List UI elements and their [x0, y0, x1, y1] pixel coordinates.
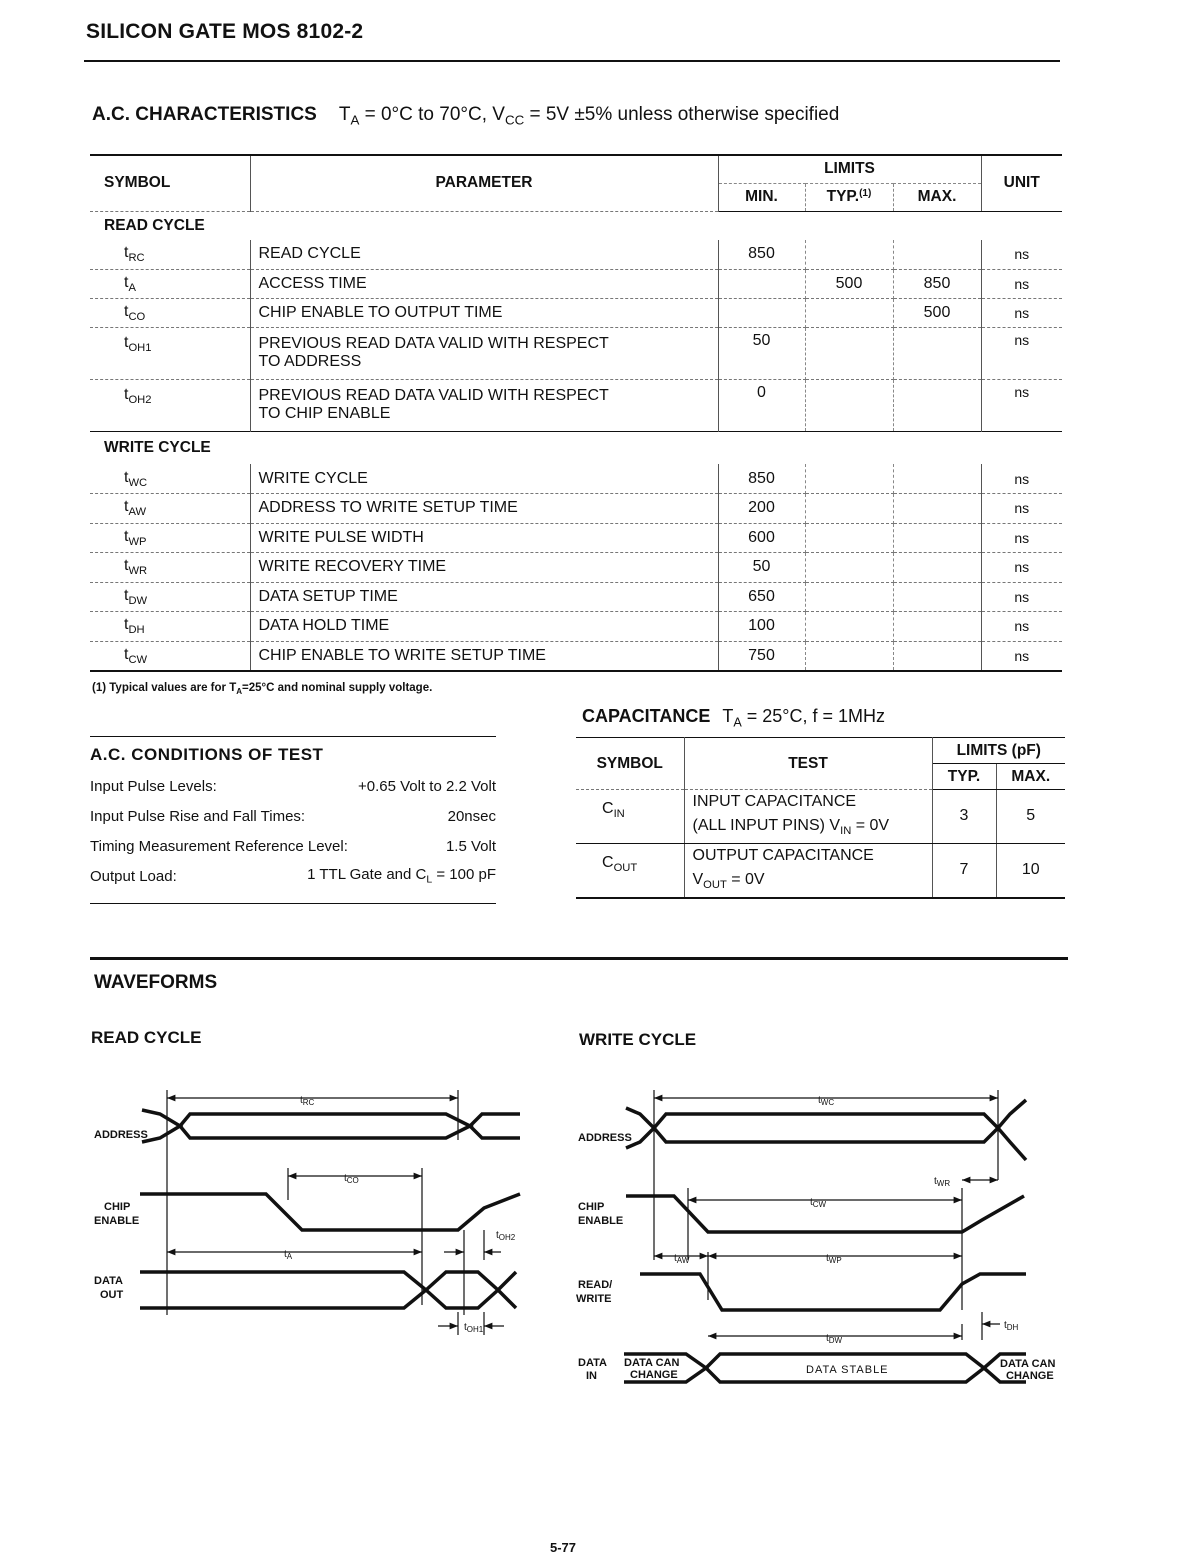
parameter-cell: [250, 298, 718, 327]
parameter-cell: WRITE CYCLE: [250, 464, 718, 494]
min-cell: 600: [718, 523, 805, 553]
cap-max-cell: 10: [1021, 861, 1040, 879]
typ-cell: [805, 641, 893, 671]
conditions-title: A.C. CONDITIONS OF TEST: [90, 745, 324, 764]
max-cell: 850: [893, 269, 981, 298]
twr-label: [934, 1176, 950, 1188]
parameter-text-2: TO CHIP ENABLE: [258, 405, 391, 422]
write-cycle-title: WRITE CYCLE: [579, 1030, 697, 1049]
symbol-cell: [90, 327, 250, 379]
unit-cell: ns: [981, 269, 1062, 298]
unit-cell: ns: [981, 494, 1062, 524]
read-data-label: DATA: [94, 1275, 123, 1287]
table-row: [90, 612, 1062, 642]
cap-test-line2: [693, 814, 924, 843]
cap-symbol-c: C: [602, 800, 614, 817]
symbol-t: t: [124, 468, 129, 486]
cap-symbol-sub: IN: [613, 807, 625, 820]
condition-value: 20nsec: [447, 807, 496, 825]
conditions-row: [90, 801, 496, 831]
waveforms-title: WAVEFORMS: [94, 972, 218, 993]
twc-label: [818, 1095, 834, 1107]
condition-label: Timing Measurement Reference Level:: [90, 837, 348, 855]
ac-cond-t: T: [338, 104, 351, 125]
capacitance-table: [576, 737, 1065, 899]
conditions-row: [90, 861, 496, 891]
tdh-label: [1004, 1320, 1019, 1332]
twp-t: t: [826, 1253, 829, 1264]
min-cell: 100: [718, 612, 805, 642]
table-row: [90, 523, 1062, 553]
cap-col-max: MAX.: [996, 764, 1065, 790]
write-cycle-waveform: [570, 1080, 1070, 1410]
table-row: [90, 298, 1062, 327]
symbol-sub: DH: [128, 624, 145, 637]
typ-cell: [805, 379, 893, 431]
trc-label: [300, 1095, 315, 1107]
ta-label: [284, 1249, 293, 1261]
symbol-sub: WP: [128, 535, 147, 548]
symbol-sub: OH2: [128, 393, 152, 406]
tcw-t: t: [810, 1197, 813, 1208]
read-enable-label: ENABLE: [94, 1215, 140, 1227]
typ-cell: 500: [805, 269, 893, 298]
load-sub: L: [426, 873, 433, 886]
min-cell: 200: [718, 494, 805, 524]
min-cell: [718, 298, 805, 327]
symbol-sub: CO: [128, 310, 146, 323]
conditions-rows: [90, 771, 496, 861]
symbol-cell: [90, 553, 250, 583]
cap-col-test: TEST: [684, 738, 932, 790]
data-can-2: DATA CAN: [1000, 1358, 1056, 1370]
typ-cell: [805, 582, 893, 612]
symbol-sub: DW: [128, 594, 148, 607]
col-unit: UNIT: [981, 155, 1062, 211]
write-read-write-wave: [640, 1274, 1026, 1310]
write-data-label: DATA: [578, 1357, 607, 1369]
typical-note: [92, 682, 432, 696]
max-cell: [893, 327, 981, 379]
read-cycle-section: READ CYCLE: [104, 216, 205, 234]
parameter-cell: [250, 327, 718, 379]
read-cycle-title: READ CYCLE: [91, 1028, 202, 1047]
cap-test-line1: INPUT CAPACITANCE: [692, 793, 857, 810]
max-cell: [893, 379, 981, 431]
cap-test-line1: OUTPUT CAPACITANCE: [692, 846, 874, 864]
col-min: MIN.: [718, 183, 805, 211]
symbol-t: t: [124, 385, 129, 403]
page-number: 5-77: [550, 1540, 577, 1555]
note-b: =25°C and nominal supply voltage.: [242, 682, 433, 694]
read-data-out-wave: [140, 1272, 426, 1308]
unit-cell: ns: [981, 464, 1062, 494]
symbol-sub: AW: [128, 506, 147, 519]
ac-characteristics-title: [92, 104, 839, 128]
condition-label: Input Pulse Levels:: [90, 777, 217, 795]
parameter-text: PREVIOUS READ DATA VALID WITH RESPECT: [258, 387, 609, 404]
max-cell: [893, 464, 981, 494]
read-cycle-rows: [90, 240, 1062, 431]
min-cell: [718, 269, 805, 298]
max-cell: [893, 612, 981, 642]
cap-test2b: = 0V: [726, 870, 765, 888]
parameter-text-2: TO ADDRESS: [258, 353, 362, 370]
twp-sub: WP: [828, 1256, 842, 1265]
cap-cond-sub: A: [733, 715, 742, 730]
data-can-1: DATA CAN: [624, 1357, 680, 1369]
taw-sub: AW: [676, 1256, 690, 1265]
symbol-cell: [90, 494, 250, 524]
symbol-t: t: [124, 616, 129, 634]
write-read-label: READ/: [578, 1279, 613, 1291]
parameter-text: CHIP ENABLE TO OUTPUT TIME: [258, 303, 503, 321]
toh2-sub: OH2: [498, 1233, 516, 1242]
max-cell: [893, 494, 981, 524]
parameter-cell: [250, 269, 718, 298]
toh1-t: t: [464, 1322, 467, 1333]
typ-cell: [805, 298, 893, 327]
ac-cond-mid: = 0°C to 70°C, V: [359, 104, 505, 125]
symbol-t: t: [124, 527, 129, 545]
symbol-t: t: [124, 498, 129, 516]
col-parameter: PARAMETER: [250, 155, 718, 211]
table-row: [90, 269, 1062, 298]
symbol-t: t: [124, 645, 129, 663]
ta-t: t: [284, 1249, 287, 1260]
cap-col-symbol: SYMBOL: [576, 738, 684, 790]
col-max: MAX.: [893, 183, 981, 211]
twr-sub: WR: [936, 1179, 951, 1188]
symbol-t: t: [124, 586, 129, 604]
write-enable-label: ENABLE: [578, 1215, 624, 1227]
col-typ-note: (1): [859, 187, 872, 199]
parameter-text: READ CYCLE: [258, 245, 361, 263]
condition-label: Input Pulse Rise and Fall Times:: [90, 807, 306, 825]
load-value: [307, 866, 496, 886]
symbol-t: t: [124, 557, 129, 575]
read-address-label: ADDRESS: [94, 1129, 148, 1141]
toh2-label: [496, 1230, 516, 1242]
note-sub: A: [236, 686, 243, 696]
unit-cell: ns: [981, 379, 1062, 431]
symbol-cell: [90, 612, 250, 642]
symbol-cell: [90, 298, 250, 327]
table-row: [90, 327, 1062, 379]
symbol-cell: [90, 269, 250, 298]
write-cycle-section: WRITE CYCLE: [90, 431, 1062, 464]
parameter-cell: DATA SETUP TIME: [250, 582, 718, 612]
min-cell: 0: [718, 379, 805, 431]
typ-cell: [805, 612, 893, 642]
parameter-cell: DATA HOLD TIME: [250, 612, 718, 642]
symbol-cell: [90, 641, 250, 671]
symbol-sub: WC: [128, 476, 148, 489]
unit-cell: ns: [981, 582, 1062, 612]
twc-t: t: [818, 1095, 821, 1106]
unit-cell: ns: [981, 298, 1062, 327]
cap-col-typ: TYP.: [932, 764, 996, 790]
tcw-label: [810, 1197, 827, 1209]
read-cycle-waveform: [86, 1080, 536, 1350]
cap-test2a: (ALL INPUT PINS) V: [692, 817, 841, 834]
typ-cell: [805, 240, 893, 269]
write-chip-label: CHIP: [578, 1201, 605, 1213]
cap-typ-cell: 3: [932, 790, 996, 844]
write-write-label: WRITE: [576, 1293, 612, 1305]
unit-cell: ns: [981, 523, 1062, 553]
cap-test-line2: [693, 868, 924, 897]
toh1-label: [464, 1322, 484, 1334]
table-row: [576, 790, 1065, 844]
capacitance-rows: [576, 790, 1065, 898]
toh1-sub: OH1: [466, 1325, 484, 1334]
tco-sub: CO: [346, 1176, 359, 1185]
max-cell: [893, 553, 981, 583]
unit-cell: ns: [981, 327, 1062, 379]
max-cell: [893, 240, 981, 269]
max-cell: 500: [893, 298, 981, 327]
table-row: [90, 464, 1062, 494]
unit-cell: ns: [981, 641, 1062, 671]
ac-characteristics-table: [90, 154, 1062, 672]
symbol-sub: WR: [128, 565, 148, 578]
parameter-text: ACCESS TIME: [258, 274, 367, 292]
min-cell: 650: [718, 582, 805, 612]
capacitance-title: [582, 706, 885, 729]
write-in-label: IN: [586, 1370, 597, 1382]
conditions-row: [90, 831, 496, 861]
cap-test2sub: IN: [840, 824, 852, 837]
ac-conditions-of-test: [90, 736, 496, 904]
read-chip-label: CHIP: [104, 1201, 131, 1213]
tdw-t: t: [826, 1333, 829, 1344]
unit-cell: ns: [981, 553, 1062, 583]
read-chip-enable-wave: [140, 1194, 520, 1230]
section-rule: [90, 957, 1068, 960]
change-2: CHANGE: [1006, 1370, 1054, 1382]
symbol-t: t: [124, 333, 129, 351]
symbol-t: t: [124, 273, 129, 291]
load-a: 1 TTL Gate and C: [307, 866, 427, 884]
min-cell: 750: [718, 641, 805, 671]
cap-test-cell: [684, 790, 932, 844]
note-a: (1) Typical values are for T: [92, 682, 237, 694]
ac-cond-suffix: = 5V ±5% unless otherwise specified: [524, 104, 840, 125]
cap-typ-cell: 7: [932, 843, 996, 897]
unit-cell: ns: [981, 240, 1062, 269]
twr-t: t: [934, 1176, 937, 1187]
trc-sub: RC: [302, 1098, 315, 1107]
parameter-cell: ADDRESS TO WRITE SETUP TIME: [250, 494, 718, 524]
symbol-sub: A: [128, 281, 136, 294]
tdw-sub: DW: [828, 1336, 843, 1345]
typ-cell: [805, 327, 893, 379]
cap-test-cell: [684, 843, 932, 897]
load-b: = 100 pF: [432, 866, 496, 884]
cap-symbol-cell: [576, 843, 684, 897]
cap-test2b: = 0V: [851, 817, 890, 834]
header-rule: [84, 60, 1060, 62]
max-cell: [893, 523, 981, 553]
cap-col-limits: LIMITS (pF): [932, 738, 1065, 764]
min-cell: 50: [718, 327, 805, 379]
unit-cell: ns: [981, 612, 1062, 642]
ac-cond-sub2: CC: [504, 112, 525, 128]
symbol-t: t: [124, 302, 129, 320]
typ-cell: [805, 464, 893, 494]
condition-value: 1.5 Volt: [445, 837, 496, 855]
tdw-label: [826, 1333, 843, 1345]
cap-symbol-sub: OUT: [613, 861, 638, 874]
page-title: SILICON GATE MOS 8102-2: [86, 20, 364, 43]
parameter-cell: WRITE PULSE WIDTH: [250, 523, 718, 553]
cap-title-label: CAPACITANCE: [582, 706, 711, 726]
min-cell: 850: [718, 240, 805, 269]
min-cell: 850: [718, 464, 805, 494]
table-row: [90, 641, 1062, 671]
table-row: [90, 494, 1062, 524]
write-address-label: ADDRESS: [578, 1132, 632, 1144]
tdh-sub: DH: [1006, 1323, 1019, 1332]
taw-t: t: [674, 1253, 677, 1264]
symbol-t: t: [124, 244, 129, 262]
ta-sub: A: [286, 1252, 293, 1261]
parameter-cell: [250, 240, 718, 269]
table-row: [576, 843, 1065, 897]
min-cell: 50: [718, 553, 805, 583]
symbol-cell: [90, 379, 250, 431]
cap-test2a: V: [692, 870, 704, 888]
max-cell: [893, 582, 981, 612]
typ-cell: [805, 494, 893, 524]
cap-max-cell: 5: [996, 790, 1065, 844]
twp-label: [826, 1253, 842, 1265]
tco-t: t: [344, 1173, 347, 1184]
ac-cond-sub1: A: [350, 112, 360, 128]
tdh-t: t: [1004, 1320, 1007, 1331]
col-symbol: SYMBOL: [90, 155, 250, 211]
table-row: [90, 582, 1062, 612]
parameter-text: PREVIOUS READ DATA VALID WITH RESPECT: [258, 335, 609, 352]
conditions-row: [90, 771, 496, 801]
table-row: [90, 553, 1062, 583]
trc-t: t: [300, 1095, 303, 1106]
write-cycle-rows: [90, 464, 1062, 671]
read-out-label: OUT: [100, 1289, 124, 1301]
tcw-sub: CW: [812, 1200, 827, 1209]
cap-cond-b: = 25°C, f = 1MHz: [741, 706, 886, 726]
data-stable-label: DATA STABLE: [806, 1364, 889, 1376]
symbol-cell: [90, 582, 250, 612]
tco-label: [344, 1173, 359, 1185]
table-row: [90, 240, 1062, 269]
cap-test2sub: OUT: [703, 878, 727, 891]
typ-cell: [805, 553, 893, 583]
symbol-cell: [90, 240, 250, 269]
cap-symbol-c: C: [602, 853, 614, 871]
symbol-sub: OH1: [128, 341, 152, 354]
parameter-cell: [250, 379, 718, 431]
twc-sub: WC: [820, 1098, 835, 1107]
toh2-t: t: [496, 1230, 499, 1241]
max-cell: [893, 641, 981, 671]
typ-cell: [805, 523, 893, 553]
col-typ-label: TYP.: [826, 188, 860, 206]
parameter-cell: CHIP ENABLE TO WRITE SETUP TIME: [250, 641, 718, 671]
symbol-sub: RC: [128, 252, 145, 265]
cap-cond-a: T: [722, 706, 734, 726]
cap-symbol-cell: [576, 790, 684, 844]
parameter-cell: WRITE RECOVERY TIME: [250, 553, 718, 583]
change-1: CHANGE: [630, 1369, 678, 1381]
ac-title: A.C. CHARACTERISTICS: [92, 104, 317, 125]
table-row: [90, 379, 1062, 431]
load-label: Output Load:: [90, 867, 177, 885]
symbol-sub: CW: [128, 653, 148, 666]
condition-value: +0.65 Volt to 2.2 Volt: [357, 777, 496, 795]
col-typ: [805, 183, 893, 211]
symbol-cell: [90, 523, 250, 553]
symbol-cell: [90, 464, 250, 494]
col-limits: LIMITS: [718, 155, 981, 183]
